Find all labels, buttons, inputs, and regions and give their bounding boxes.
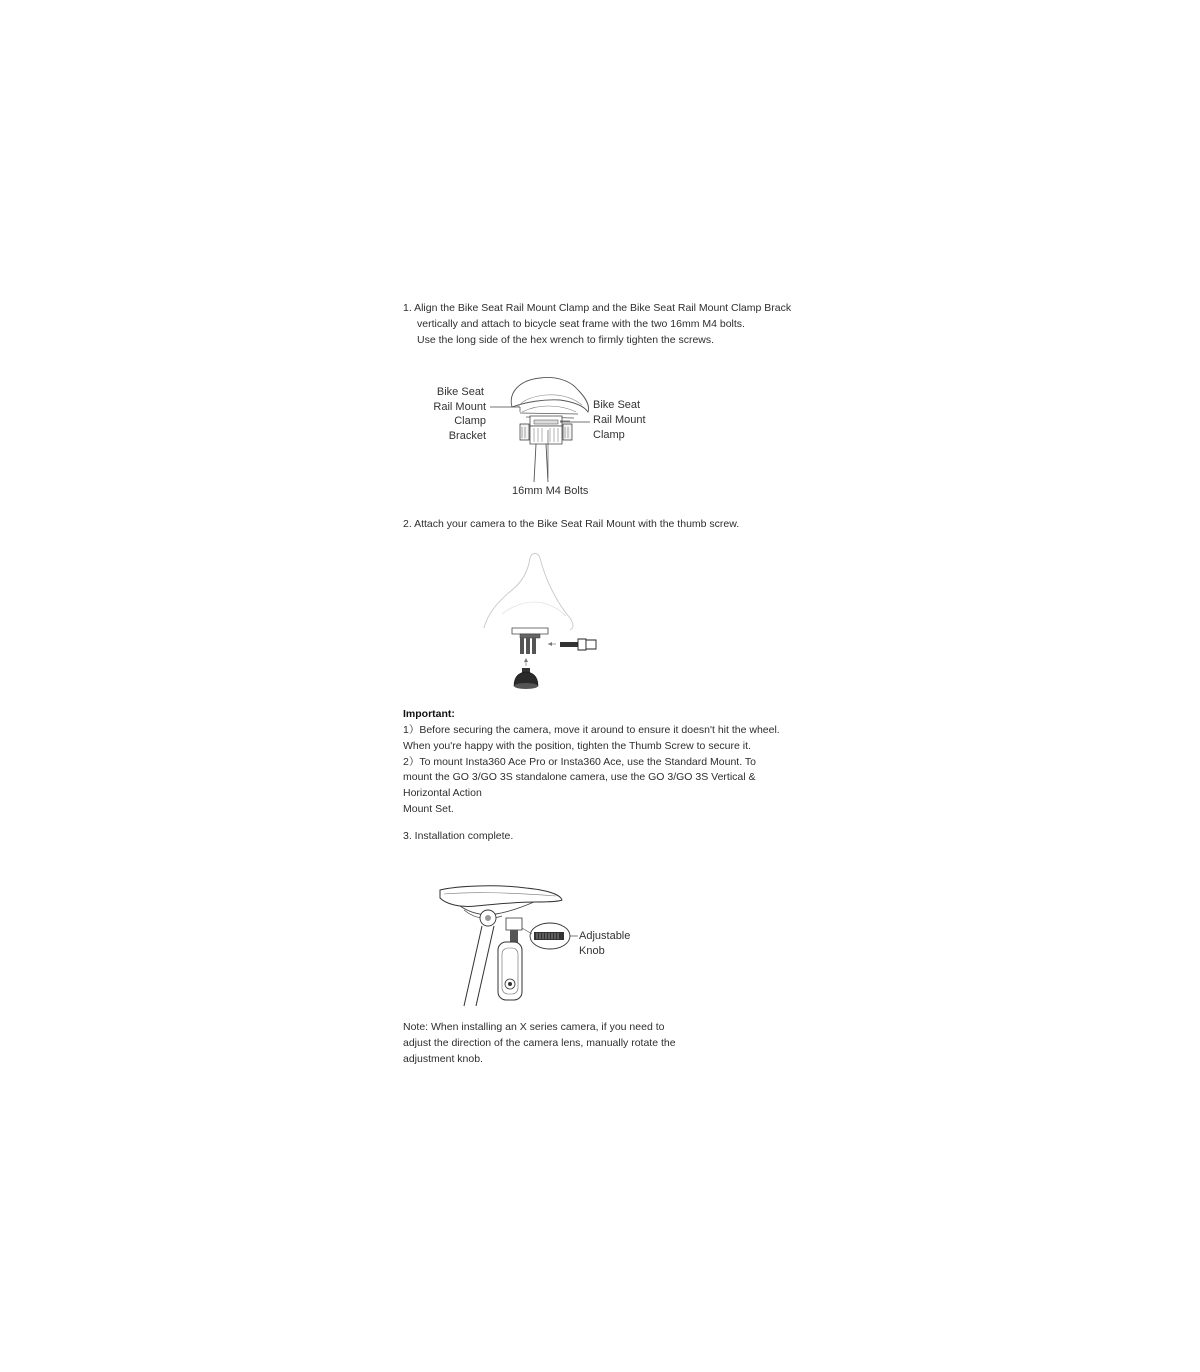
clamp-label-2: Rail Mount (593, 414, 646, 426)
clamp-bracket-label-4: Bracket (448, 430, 486, 442)
note-line-3: adjustment knob. (403, 1053, 483, 1065)
important-line-5: Horizontal Action (403, 787, 482, 799)
important-line-2: When you're happy with the position, tighten the Thumb Screw to secure it. (403, 740, 751, 752)
step1-line1: 1. Align the Bike Seat Rail Mount Clamp and the Bike Seat Rail Mount Clamp Brack (403, 302, 792, 314)
bolts-label: 16mm M4 Bolts (512, 485, 589, 497)
important-line-3: 2）To mount Insta360 Ace Pro or Insta360 Ace, use the Standard Mount. To (403, 756, 756, 768)
figure1-leader-lines (490, 400, 570, 430)
knob-label-2: Knob (579, 945, 605, 957)
step3-line1: 3. Installation complete. (403, 830, 514, 842)
step2-line1: 2. Attach your camera to the Bike Seat Rail Mount with the thumb screw. (403, 518, 740, 530)
important-line-4: mount the GO 3/GO 3S standalone camera, use the GO 3/GO 3S Vertical & (403, 771, 756, 783)
installed-camera-illustration (436, 880, 586, 1010)
clamp-bracket-label-1: Bike Seat (436, 386, 484, 398)
step1-line3: Use the long side of the hex wrench to firmly tighten the screws. (417, 334, 715, 346)
clamp-bracket-label-3: Clamp (454, 415, 486, 427)
clamp-label-1: Bike Seat (593, 399, 641, 411)
knob-label-1: Adjustable (579, 930, 631, 942)
important-line-1: 1）Before securing the camera, move it around to ensure it doesn't hit the wheel. (403, 724, 780, 736)
thumb-screw-illustration (482, 552, 602, 692)
step1-line2: vertically and attach to bicycle seat frame with the two 16mm M4 bolts. (417, 318, 745, 330)
clamp-label-3: Clamp (593, 429, 625, 441)
figure1-leader-right (560, 420, 590, 424)
note-line-1: Note: When installing an X series camera, if you need to (403, 1021, 665, 1033)
important-heading: Important: (403, 708, 455, 720)
note-line-2: adjust the direction of the camera lens, manually rotate the (403, 1037, 676, 1049)
important-line-6: Mount Set. (403, 803, 454, 815)
clamp-bracket-label-2: Rail Mount (433, 401, 486, 413)
